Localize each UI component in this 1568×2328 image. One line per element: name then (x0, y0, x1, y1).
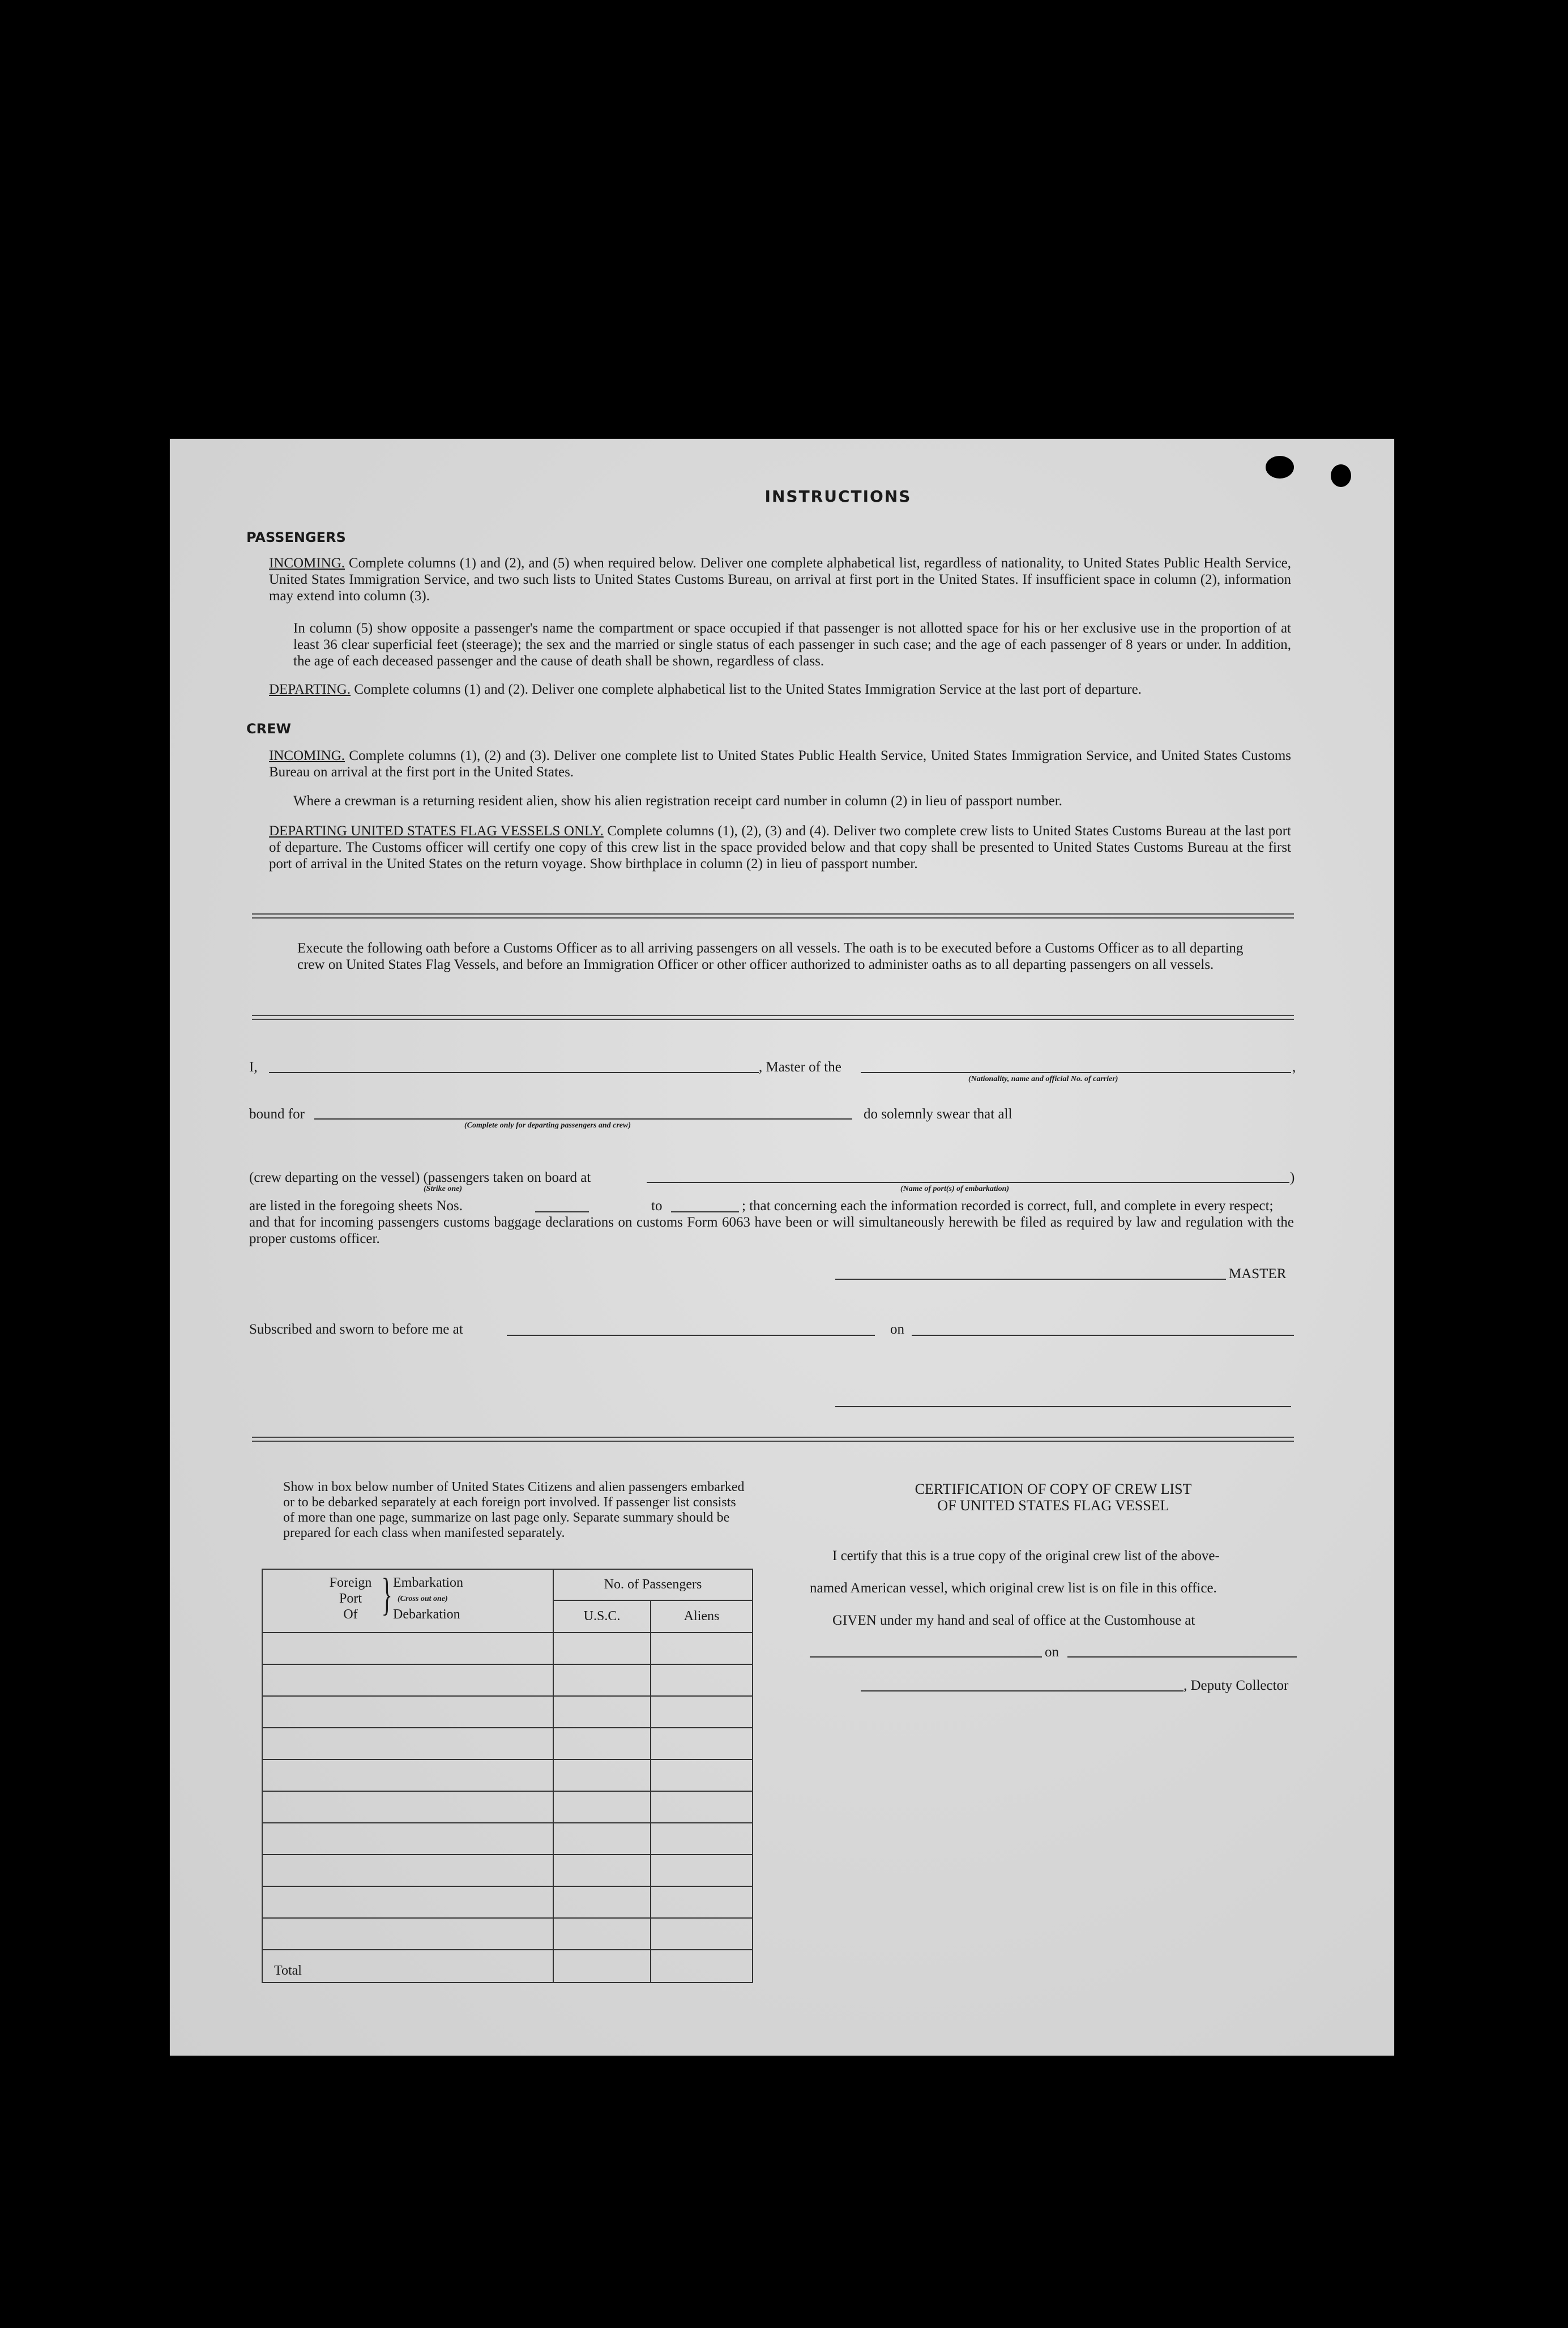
master-name-field[interactable] (269, 1072, 759, 1073)
total-aliens-cell[interactable] (651, 1950, 753, 1983)
aliens-cell[interactable] (651, 1728, 753, 1759)
passengers-heading: PASSENGERS (246, 529, 346, 545)
debarkation-label: Debarkation (393, 1607, 460, 1622)
divider (252, 1015, 1294, 1020)
master-signature-field[interactable] (835, 1279, 1226, 1280)
certification-date-field[interactable] (1067, 1656, 1297, 1658)
customhouse-field[interactable] (810, 1656, 1042, 1658)
certification-title (813, 1481, 1294, 1514)
certification-title-line2: OF UNITED STATES FLAG VESSEL (937, 1497, 1169, 1514)
aliens-cell[interactable] (651, 1633, 753, 1664)
summary-instruction: Show in box below number of United States Citizens and alien passengers embarked or to be debarked separately at each foreign port involved. If passenger list consists of more than one page, summarize on last page only. Separate summary should be prepared for each class when manifested separately. (283, 1480, 745, 1540)
passengers-incoming-paragraph (269, 555, 1291, 604)
sheets-post-text: ; that concerning each the information recorded is correct, full, and complete in every respect; (742, 1198, 1274, 1214)
divider (252, 1437, 1294, 1442)
table-row (262, 1791, 753, 1823)
port-cell[interactable] (262, 1696, 553, 1728)
sheets-pre-text: are listed in the foregoing sheets Nos. (249, 1198, 463, 1214)
table-row (262, 1696, 753, 1728)
table-row (262, 1918, 753, 1950)
comma: , (1292, 1060, 1296, 1075)
to-label: to (651, 1198, 663, 1214)
subscribed-label: Subscribed and sworn to before me at (249, 1322, 463, 1337)
port-cell[interactable] (262, 1791, 553, 1823)
usc-cell[interactable] (553, 1791, 651, 1823)
passengers-departing-label: DEPARTING. (269, 682, 351, 697)
port-header-cell (262, 1569, 553, 1633)
master-label: MASTER (1229, 1266, 1287, 1282)
crew-departing-label: (crew departing on the vessel) (passengers taken on board at (249, 1170, 591, 1185)
sheet-to-field[interactable] (671, 1211, 739, 1212)
close-paren: ) (1290, 1170, 1295, 1185)
document-page (170, 439, 1394, 2056)
certification-text1: I certify that this is a true copy of the original crew list of the above- (832, 1548, 1220, 1564)
port-cell[interactable] (262, 1633, 553, 1664)
crew-departing-label: DEPARTING UNITED STATES FLAG VESSELS ONLY. (269, 823, 604, 839)
oath-i-label: I, (249, 1060, 258, 1075)
table-row (262, 1855, 753, 1886)
passenger-summary-table (262, 1569, 753, 1983)
table-row (262, 1759, 753, 1791)
aliens-cell[interactable] (651, 1918, 753, 1950)
crew-departing-text: Complete columns (1), (2), (3) and (4). Deliver two complete crew lists to United States Customs Bureau at the last port of departure. The Customs officer will certify one copy of this crew list in the space provided below and that copy shall be presented to United States Customs Bureau at the first port of arrival in the United States on the return voyage. Show birthplace in column (2) in lieu of passport number. (269, 823, 1291, 872)
master-of-label: , Master of the (759, 1060, 841, 1075)
total-row (262, 1950, 753, 1983)
usc-cell[interactable] (553, 1759, 651, 1791)
sheets-line (249, 1198, 1294, 1214)
ports-note: (Name of port(s) of embarkation) (900, 1185, 1010, 1193)
of-label: Of (343, 1607, 358, 1622)
brace-icon: } (381, 1570, 392, 1620)
usc-cell[interactable] (553, 1664, 651, 1696)
port-cell[interactable] (262, 1664, 553, 1696)
sheet-from-field[interactable] (535, 1211, 589, 1212)
total-usc-cell[interactable] (553, 1950, 651, 1983)
table-row (262, 1886, 753, 1918)
aliens-header: Aliens (651, 1600, 753, 1633)
crew-resident-paragraph: Where a crewman is a returning resident alien, show his alien registration receipt card number in column (2) in lieu of passport number. (293, 793, 1062, 809)
table-row (262, 1633, 753, 1664)
sworn-place-field[interactable] (507, 1335, 875, 1336)
bound-for-label: bound for (249, 1107, 305, 1122)
deputy-collector-label: , Deputy Collector (1184, 1678, 1289, 1693)
sworn-on-label: on (890, 1322, 904, 1337)
cross-out-note: (Cross out one) (398, 1595, 448, 1603)
crew-incoming-paragraph (269, 747, 1291, 780)
bound-for-field[interactable] (314, 1118, 852, 1120)
oath-instruction-paragraph: Execute the following oath before a Customs Officer as to all arriving passengers on all vessels. The oath is to be executed before a Customs Officer as to all departing crew on United States Flag Vessels, and before an Immigration Officer or other officer authorized to administer oaths as to all departing passengers on all vessels. (297, 941, 1244, 972)
passengers-incoming-label: INCOMING. (269, 556, 345, 571)
usc-cell[interactable] (553, 1823, 651, 1855)
embarkation-label: Embarkation (393, 1575, 463, 1590)
ink-blot (1331, 464, 1351, 487)
table-row (262, 1664, 753, 1696)
port-cell[interactable] (262, 1886, 553, 1918)
usc-cell[interactable] (553, 1728, 651, 1759)
certification-on-label: on (1045, 1644, 1059, 1660)
usc-cell[interactable] (553, 1855, 651, 1886)
port-cell[interactable] (262, 1855, 553, 1886)
passengers-incoming-text: Complete columns (1) and (2), and (5) when required below. Deliver one complete alphabetical list, regardless of nationality, to United States Public Health Service, United States Immigration Service, and two such lists to United States Customs Bureau, on arrival at first port in the United States. If insufficient space in column (2), information may extend into column (3). (269, 556, 1292, 604)
table-row (262, 1728, 753, 1759)
officer-signature-field[interactable] (835, 1406, 1291, 1407)
deputy-signature-field[interactable] (861, 1690, 1184, 1691)
strike-one-note: (Strike one) (424, 1185, 463, 1193)
aliens-cell[interactable] (651, 1823, 753, 1855)
crew-incoming-label: INCOMING. (269, 748, 345, 763)
aliens-cell[interactable] (651, 1759, 753, 1791)
aliens-cell[interactable] (651, 1886, 753, 1918)
certification-text2: named American vessel, which original crew list is on file in this office. (810, 1581, 1217, 1596)
port-cell[interactable] (262, 1728, 553, 1759)
certification-title-line1: CERTIFICATION OF COPY OF CREW LIST (915, 1481, 1192, 1497)
passengers-departing-paragraph (269, 681, 1291, 698)
sworn-date-field[interactable] (912, 1335, 1294, 1336)
certification-text3: GIVEN under my hand and seal of office at the Customhouse at (832, 1613, 1195, 1628)
crew-heading: CREW (246, 721, 291, 737)
swear-label: do solemnly swear that all (864, 1107, 1012, 1122)
crew-departing-paragraph (269, 823, 1291, 872)
ink-blot (1266, 456, 1294, 479)
carrier-note: (Nationality, name and official No. of carrier) (968, 1075, 1118, 1083)
no-of-passengers-header: No. of Passengers (553, 1569, 753, 1600)
passengers-departing-text: Complete columns (1) and (2). Deliver one complete alphabetical list to the United States Immigration Service at the last port of departure. (354, 682, 1142, 697)
aliens-cell[interactable] (651, 1664, 753, 1696)
aliens-cell[interactable] (651, 1855, 753, 1886)
page-title: INSTRUCTIONS (764, 487, 912, 506)
embarkation-ports-field[interactable] (647, 1182, 1289, 1183)
port-label: Port (339, 1591, 362, 1606)
foreign-label: Foreign (329, 1575, 372, 1590)
usc-cell[interactable] (553, 1886, 651, 1918)
table-row (262, 1823, 753, 1855)
crew-incoming-text: Complete columns (1), (2) and (3). Deliver one complete list to United States Public Health Service, United States Immigration Service, and United States Customs Bureau on arrival at the first port in the United States. (269, 748, 1291, 780)
column5-paragraph: In column (5) show opposite a passenger's name the compartment or space occupied if that passenger is not allotted space for his or her exclusive use in the proportion of at least 36 clear superficial feet (steerage); the sex and the married or single status of each passenger in such case; and the age of each passenger of 8 years or under. In addition, the age of each deceased passenger and the cause of death shall be shown, regardless of class. (293, 621, 1291, 669)
usc-cell[interactable] (553, 1918, 651, 1950)
total-label: Total (262, 1950, 553, 1983)
carrier-field[interactable] (861, 1072, 1291, 1073)
aliens-cell[interactable] (651, 1791, 753, 1823)
port-cell[interactable] (262, 1759, 553, 1791)
port-cell[interactable] (262, 1823, 553, 1855)
usc-cell[interactable] (553, 1696, 651, 1728)
statement-paragraph: and that for incoming passengers customs baggage declarations on customs Form 6063 have been or will simultaneously herewith be filed as required by law and regulation with the proper customs officer. (249, 1215, 1294, 1246)
bound-note: (Complete only for departing passengers and crew) (464, 1121, 631, 1130)
aliens-cell[interactable] (651, 1696, 753, 1728)
port-cell[interactable] (262, 1918, 553, 1950)
divider (252, 913, 1294, 919)
usc-cell[interactable] (553, 1633, 651, 1664)
usc-header: U.S.C. (553, 1600, 651, 1633)
